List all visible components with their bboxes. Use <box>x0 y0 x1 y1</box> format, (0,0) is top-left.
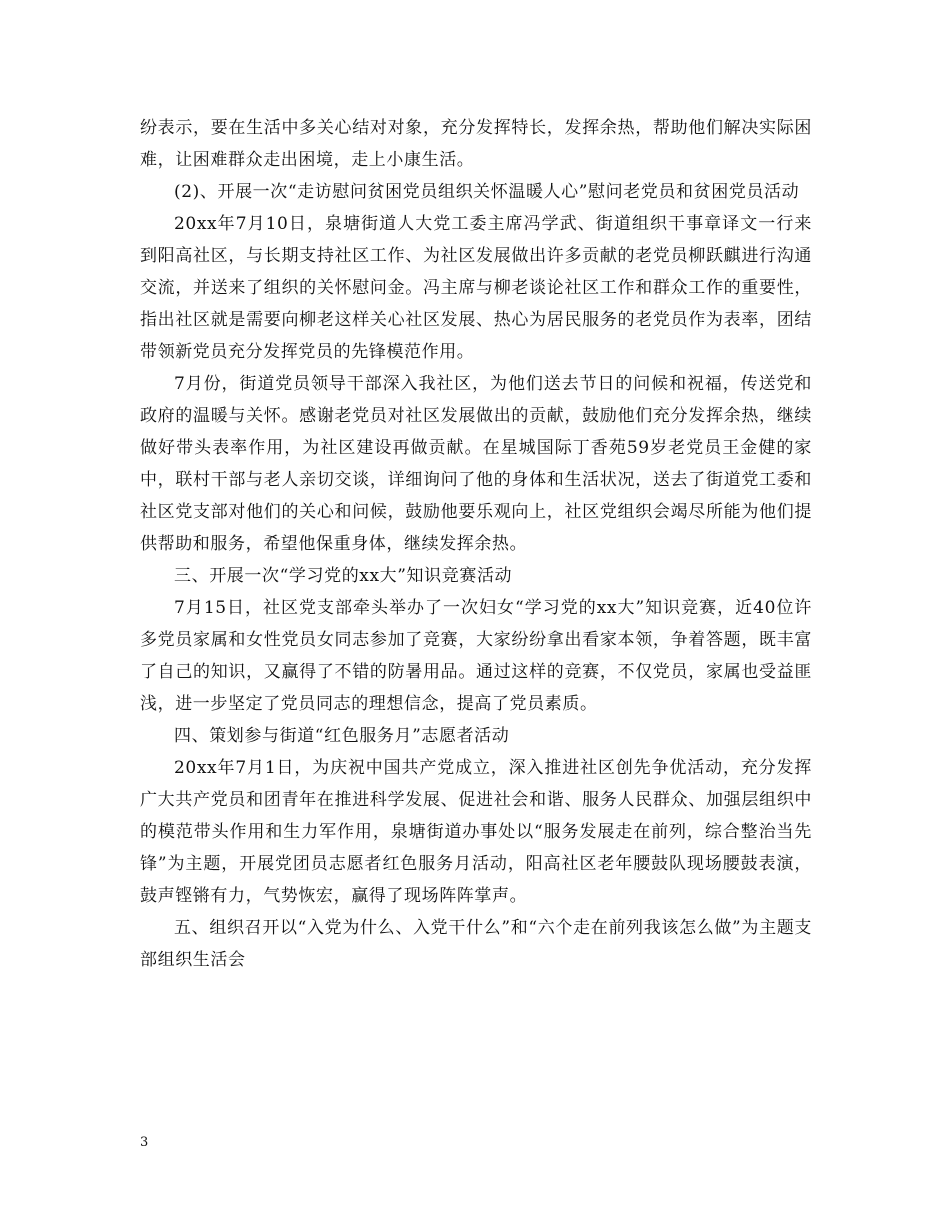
paragraph-continuation: 纷表示，要在生活中多关心结对对象，充分发挥特长，发挥余热，帮助他们解决实际困难，让困难群众走出困境，走上小康生活。 <box>140 118 812 170</box>
page-number: 3 <box>140 1135 149 1150</box>
section-heading-three: 三、开展一次“学习党的xx大”知识竞赛活动 <box>174 566 513 586</box>
paragraph-july-10-visit: 20xx年7月10日，泉塘街道人大党工委主席冯学武、街道组织干事章译文一行来到阳高社区，与长期支持社区工作、为社区发展做出许多贡献的老党员柳跃麒进行沟通交流，并送来了组织的关怀慰问金。冯主席与柳老谈论社区工作和群众工作的重要性，指出社区就是需要向柳老这样关心社区发展、热心为居民服务的老党员作为表率，团结带领新党员充分发挥党员的先锋模范作用。 <box>140 214 812 362</box>
paragraph-july-visit: 7月份，街道党员领导干部深入我社区，为他们送去节日的问候和祝福，传送党和政府的温暖与关怀。感谢老党员对社区发展做出的贡献，鼓励他们充分发挥余热，继续做好带头表率作用，为社区建设再做贡献。在星城国际丁香苑59岁老党员王金健的家中，联村干部与老人亲切交谈，详细询问了他的身体和生活状况，送去了街道党工委和社区党支部对他们的关心和问候，鼓励他要乐观向上，社区党组织会竭尽所能为他们提供帮助和服务，希望他保重身体，继续发挥余热。 <box>140 374 812 554</box>
section-heading-five: 五、组织召开以“入党为什么、入党干什么”和“六个走在前列我该怎么做”为主题支部组织生活会 <box>140 918 812 970</box>
paragraph-knowledge-contest: 7月15日，社区党支部牵头举办了一次妇女“学习党的xx大”知识竞赛，近40位许多党员家属和女性党员女同志参加了竞赛，大家纷纷拿出看家本领，争着答题，既丰富了自己的知识，又赢得了不错的防暑用品。通过这样的竞赛，不仅党员，家属也受益匪浅，进一步坚定了党员同志的理想信念，提高了党员素质。 <box>140 598 812 714</box>
paragraph-red-service-month: 20xx年7月1日，为庆祝中国共产党成立，深入推进社区创先争优活动，充分发挥广大共产党员和团青年在推进科学发展、促进社会和谐、服务人民群众、加强层组织中的模范带头作用和生力军作用，泉塘街道办事处以“服务发展走在前列，综合整治当先锋”为主题，开展党团员志愿者红色服务月活动，阳高社区老年腰鼓队现场腰鼓表演，鼓声铿锵有力，气势恢宏，赢得了现场阵阵掌声。 <box>140 758 812 906</box>
document-body <box>140 112 812 976</box>
paragraph-heading-visit-poor-members: (2)、开展一次“走访慰问贫困党员组织关怀温暖人心”慰问老党员和贫困党员活动 <box>174 182 800 202</box>
section-heading-four: 四、策划参与街道“红色服务月”志愿者活动 <box>174 726 510 746</box>
